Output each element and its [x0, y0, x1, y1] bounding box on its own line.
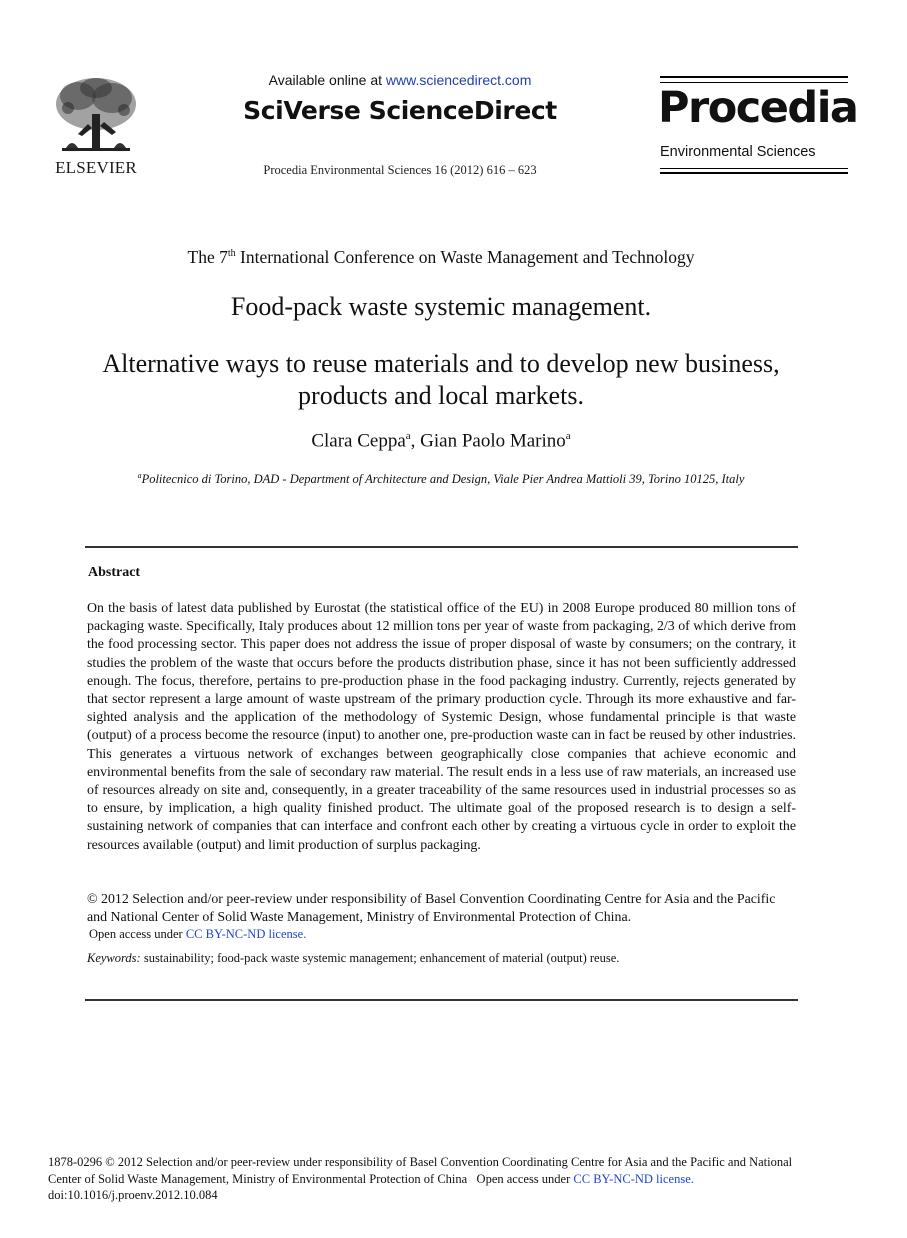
- brand-rule: [660, 76, 848, 78]
- footer-license-link[interactable]: CC BY-NC-ND license.: [573, 1171, 694, 1186]
- footer-open-access: Open access under: [467, 1171, 574, 1186]
- journal-subtitle: Environmental Sciences: [660, 144, 816, 160]
- footer-line-2: [48, 1171, 858, 1188]
- copyright-notice: © 2012 Selection and/or peer-review under responsibility of Basel Convention Coordinating Centre for Asia and the Pacific and National Center of Solid Waste Management, Ministry of Environmental Protection of China.: [87, 892, 776, 925]
- affiliation: [60, 471, 822, 487]
- author-name: Clara Ceppa: [311, 430, 406, 452]
- section-divider: [85, 546, 798, 548]
- abstract-body: On the basis of latest data published by Eurostat (the statistical office of the EU) in 2008 Europe produced 80 million tons of packaging waste. Specifically, Italy produces about 12 million tons per year of waste from packaging, 2/3 of which derive from the food processing sector. This paper does not address the issue of proper disposal of waste by consumers; on the contrary, it studies the problem of the waste that occurs before the products distribution phase, since it has not been sufficiently addressed enough. The focus, therefore, pertains to pre-production phase in the food packaging industry. Currently, rejects generated by that sector represent a large amount of waste upstream of the primary production cycle. Through its more exhaustive and far-sighted analysis and the application of the methodology of Systemic Design, whose fundamental principle is that waste (output) of a process become the resource (input) to another one, pre-production waste can in fact be reused by other industries. This generates a virtuous network of exchanges between geographically close companies that achieve economic and environmental benefits from the sale of secondary raw material. The result ends in a less use of raw materials, an increased use of resources already on site and, consequently, in a greater traceability of the same resources used in industrial processes so as to ensure, by implication, a high quality finished product. The ultimate goal of the proposed research is to design a self-sustaining network of companies that can interface and confront each other by creating a virtuous cycle in order to exploit the resources available (output) and limit production of surplus packaging.: [87, 601, 796, 853]
- conference-text: International Conference on Waste Management and Technology: [235, 247, 695, 267]
- license-link[interactable]: CC BY-NC-ND license.: [185, 927, 307, 941]
- affiliation-mark: a: [137, 471, 142, 480]
- availability-line: [200, 72, 600, 88]
- paper-subtitle: Alternative ways to reuse materials and to develop new business, products and local markets.: [102, 349, 780, 410]
- author-name: Gian Paolo Marino: [420, 430, 566, 452]
- publisher-name: ELSEVIER: [55, 158, 137, 177]
- sciencedirect-link[interactable]: www.sciencedirect.com: [385, 72, 532, 88]
- author-separator: ,: [410, 430, 421, 452]
- affiliation-text: Politecnico di Torino, DAD - Department of Architecture and Design, Viale Pier Andrea Mattioli 39, Torino 10125, Italy: [141, 472, 745, 487]
- journal-reference: Procedia Environmental Sciences 16 (2012) 616 – 623: [263, 163, 537, 177]
- conference-ordinal: th: [227, 248, 236, 260]
- abstract-heading: Abstract: [88, 565, 141, 580]
- author-affiliation-mark: a: [565, 430, 571, 442]
- footer-line: 1878-0296 © 2012 Selection and/or peer-review under responsibility of Basel Convention Coordinating Centre for Asia and the Pacific and National: [48, 1155, 793, 1169]
- conference-text: The 7: [187, 247, 228, 267]
- keywords-label: Keywords:: [87, 951, 141, 965]
- open-access-prefix: Open access under: [89, 927, 186, 941]
- conference-name: [80, 247, 802, 268]
- footer-doi: doi:10.1016/j.proenv.2012.10.084: [48, 1188, 218, 1202]
- availability-prefix: Available online at: [268, 72, 386, 88]
- paper-title: Food-pack waste systemic management.: [230, 292, 652, 321]
- tree-icon: [48, 74, 144, 158]
- brand-rule: [660, 168, 848, 169]
- open-access-line: [89, 927, 306, 942]
- keywords: [87, 951, 796, 966]
- footer-line: Center of Solid Waste Management, Ministry of Environmental Protection of China: [48, 1171, 468, 1186]
- journal-brand: Procedia: [658, 83, 858, 133]
- brand-rule: [660, 172, 848, 174]
- platform-name: SciVerse ScienceDirect: [243, 96, 557, 125]
- author-list: [60, 430, 822, 452]
- keywords-text: sustainability; food-pack waste systemic management; enhancement of material (output) reuse.: [140, 951, 620, 965]
- author-affiliation-mark: a: [405, 430, 411, 442]
- section-divider: [85, 999, 798, 1001]
- footer: [48, 1154, 858, 1204]
